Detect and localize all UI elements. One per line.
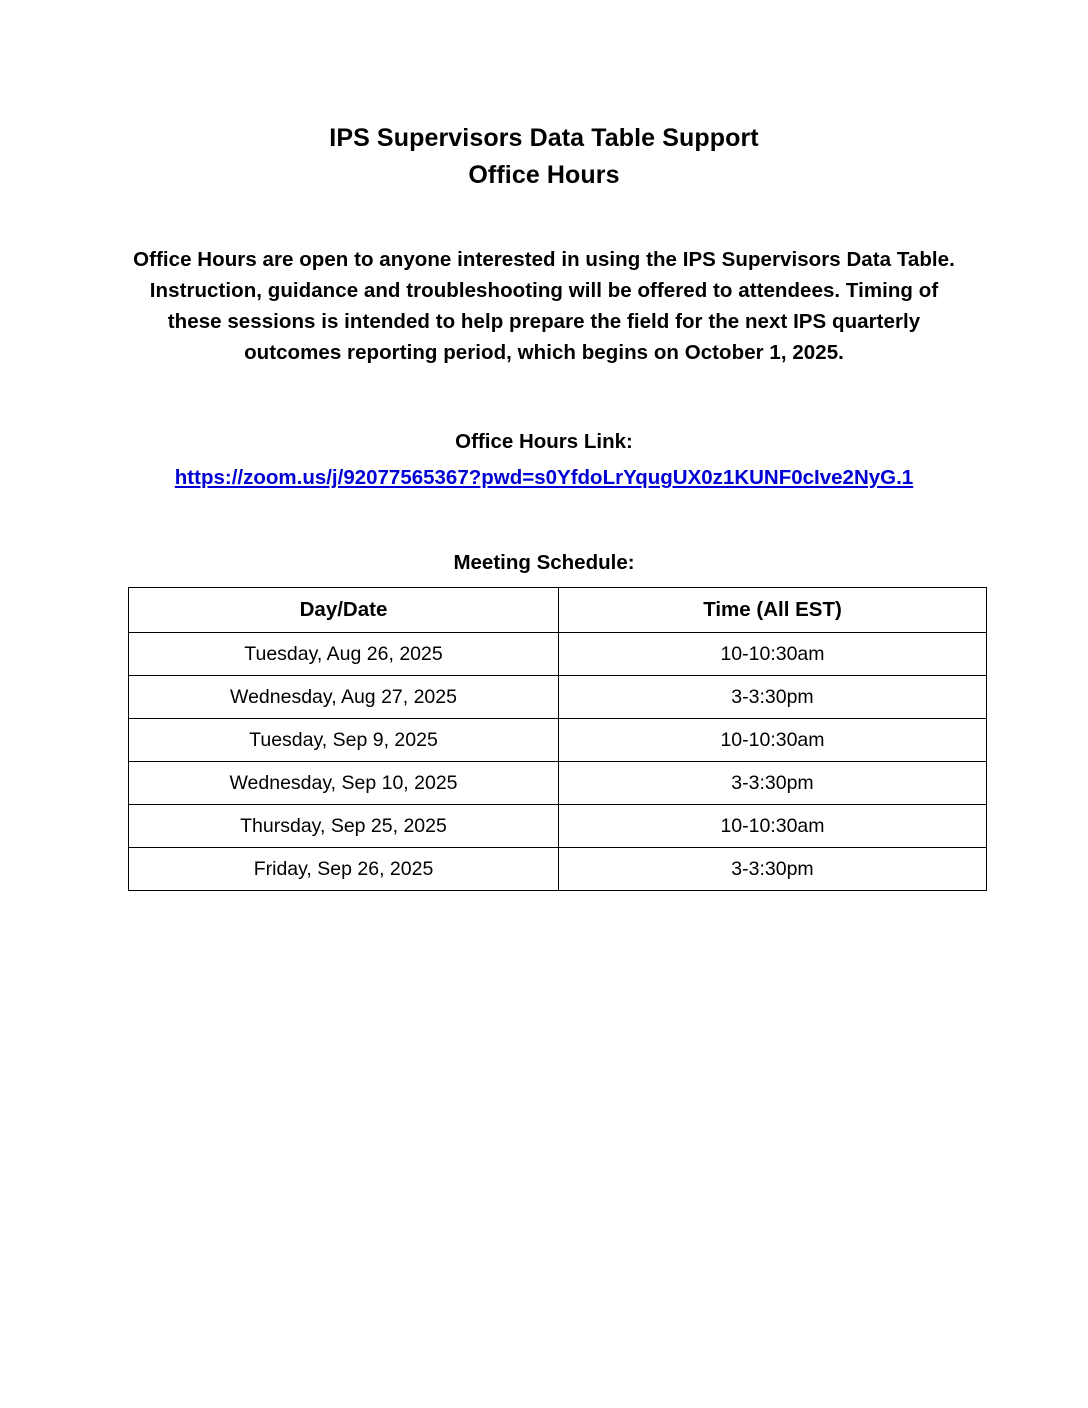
cell-day-date: Tuesday, Aug 26, 2025 [129,633,559,676]
cell-day-date: Friday, Sep 26, 2025 [129,848,559,891]
column-header-day-date: Day/Date [129,588,559,633]
table-row [129,762,987,805]
cell-day-date: Tuesday, Sep 9, 2025 [129,719,559,762]
cell-day-date: Thursday, Sep 25, 2025 [129,805,559,848]
table-row [129,805,987,848]
cell-day-date: Wednesday, Aug 27, 2025 [129,676,559,719]
cell-time: 10-10:30am [559,805,987,848]
cell-day-date: Wednesday, Sep 10, 2025 [129,762,559,805]
table-row [129,633,987,676]
intro-paragraph: Office Hours are open to anyone interested in using the IPS Supervisors Data Table. Instruction, guidance and troubleshooting will be offered to attendees. Timing of these sessions is intended to help prepare the field for the next IPS quarterly outcomes reporting period, which begins on October 1, 2025. [133,248,955,364]
office-hours-link-block [128,426,960,493]
table-row [129,676,987,719]
office-hours-link-label: Office Hours Link: [455,430,633,453]
table-row [129,719,987,762]
office-hours-link[interactable]: https://zoom.us/j/92077565367?pwd=s0YfdoLrYqugUX0z1KUNF0cIve2NyG.1 [174,466,914,489]
table-row [129,848,987,891]
meeting-schedule-label: Meeting Schedule: [453,551,635,574]
page-title-line-1: IPS Supervisors Data Table Support [329,124,759,152]
cell-time: 3-3:30pm [559,848,987,891]
cell-time: 3-3:30pm [559,676,987,719]
column-header-time: Time (All EST) [559,588,987,633]
meeting-schedule-table [128,587,987,891]
page-title-line-2: Office Hours [468,161,620,189]
cell-time: 10-10:30am [559,719,987,762]
table-header-row [129,588,987,633]
page-title [128,120,960,194]
cell-time: 10-10:30am [559,633,987,676]
cell-time: 3-3:30pm [559,762,987,805]
